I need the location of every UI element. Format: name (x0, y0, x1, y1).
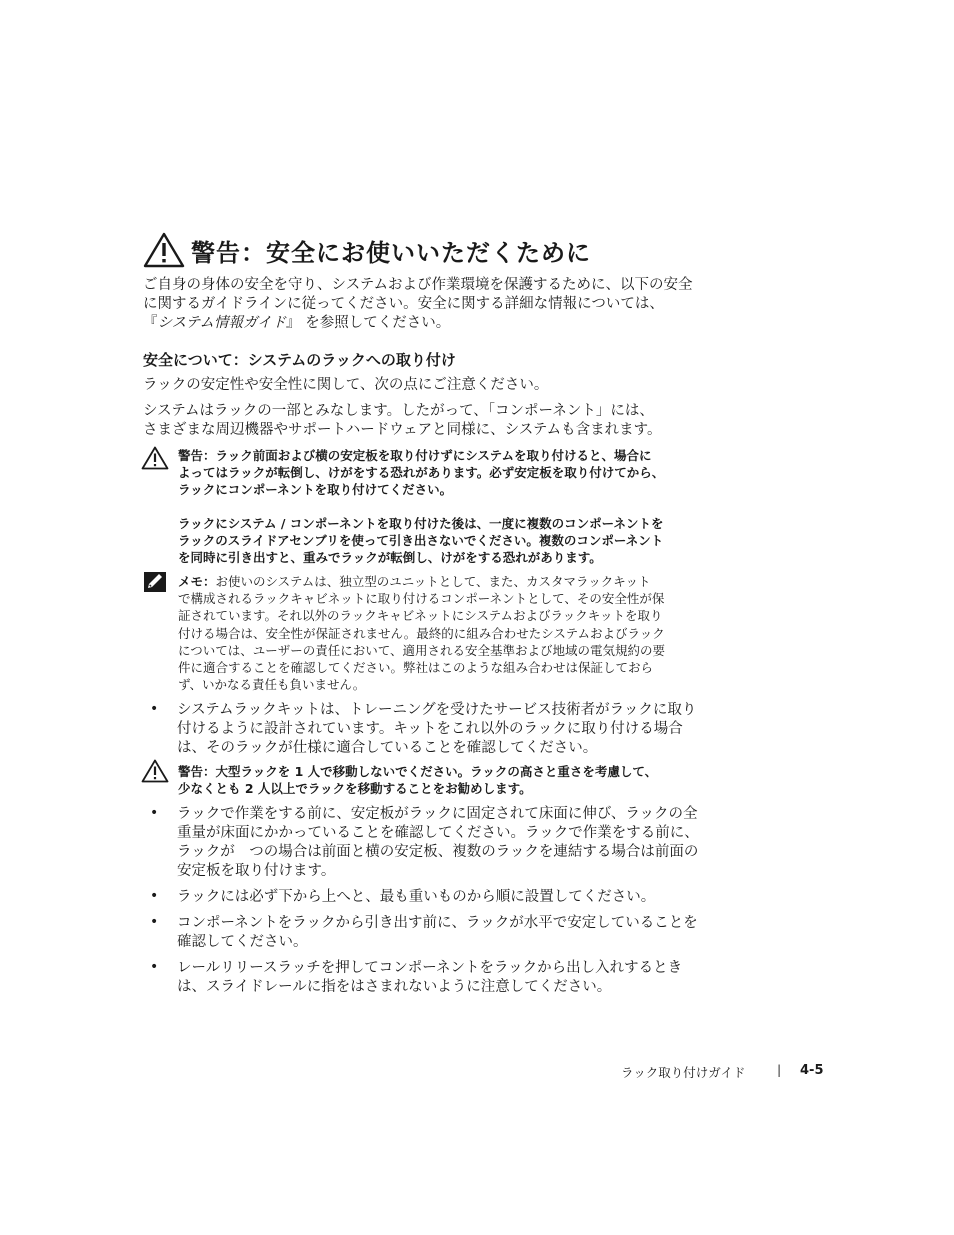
bullet-5-line-2: は、スライドレールに指をはさまれないように注意してください。 (177, 979, 612, 995)
page-title: 警告：安全にお使いいただくために (191, 239, 591, 267)
warning-1b-line-3: を同時に引き出すと、重みでラックが転倒し、けがをする恐れがあります。 (178, 550, 602, 565)
bullet-mark: • (150, 914, 159, 930)
system-info-guide-reference: システム情報ガイド (157, 315, 287, 331)
note-line-3: 証されています。それ以外のラックキャビネットにシステムおよびラックキットを取り (178, 608, 663, 624)
bullet-mark: • (150, 805, 159, 821)
warning-2-line-1 (178, 763, 657, 780)
warning-label: 警告： (178, 764, 216, 779)
bullet-item-5 (177, 959, 682, 997)
warning-1-line-2: よってはラックが転倒し、けがをする恐れがあります。必ず安定板を取り付けてから、 (178, 465, 665, 480)
warning-triangle-icon (141, 446, 169, 470)
note-line-5: については、ユーザーの責任において、適用される安全基準および地域の電気規約の要 (178, 642, 666, 658)
bullet-1-line-3: は、そのラックが仕様に適合していることを確認してください。 (177, 740, 598, 756)
bullet-4-line-1: コンポーネントをラックから引き出す前に、ラックが水平で安定していることを (177, 915, 698, 931)
bullet-mark: • (150, 888, 159, 904)
note-block (178, 573, 665, 693)
warning-block-1-continued (178, 515, 664, 566)
intro-paragraph (143, 276, 693, 333)
para2-line-1: システムはラックの一部とみなします。したがって、「コンポーネント」には、 (143, 403, 654, 419)
bullet-mark: • (150, 701, 159, 717)
note-first-text: お使いのシステムは、独立型のユニットとして、また、カスタマラックキット (215, 574, 651, 589)
warning-triangle-icon (143, 232, 185, 268)
bullet-3-line-1: ラックには必ず下から上へと、最も重いものから順に設置してください。 (177, 889, 656, 905)
intro-ref-rest: を参照してください。 (305, 315, 451, 331)
note-line-7: ず、いかなる責任も負いません。 (178, 677, 366, 693)
bullet-item-4 (177, 914, 698, 952)
note-line-6: 件に適合することを確認してください。弊社はこのような組み合わせは保証しておら (178, 660, 654, 676)
warning-1b-line-1: ラックにシステム / コンポーネントを取り付けた後は、一度に複数のコンポーネントを (178, 516, 664, 531)
section-heading: 安全について：システムのラックへの取り付け (143, 351, 456, 369)
bullet-mark: • (150, 959, 159, 975)
bullet-item-1 (177, 701, 696, 758)
paragraph-stability: ラックの安定性や安全性に関して、次の点にご注意ください。 (143, 377, 549, 393)
para2-line-2: さまざまな周辺機器やサポートハードウェアと同様に、システムも含まれます。 (143, 422, 662, 438)
note-line-4: 付ける場合は、安全性が保証されません。最終的に組み合わせたシステムおよびラック (178, 625, 665, 641)
note-label: メモ： (178, 574, 216, 589)
paragraph-components (143, 402, 662, 440)
page-number: 4-5 (800, 1063, 824, 1078)
intro-line-3 (143, 314, 693, 333)
warning-triangle-icon (141, 759, 169, 783)
warning-label: 警告： (178, 448, 216, 463)
footer-separator: | (777, 1062, 782, 1077)
warning-1-line-3: ラックにコンポーネントを取り付けてください。 (178, 482, 453, 497)
intro-line-1: ご自身の身体の安全を守り、システムおよび作業環境を保護するために、以下の安全 (143, 277, 693, 293)
warning-block-1 (178, 447, 664, 498)
warning-1-text: ラック前面および横の安定板を取り付けずにシステムを取り付けると、場合に (215, 448, 652, 463)
bullet-item-3 (177, 888, 655, 907)
bullet-2-line-1: ラックで作業をする前に、安定板がラックに固定されて床面に伸び、ラックの全 (177, 806, 698, 822)
bullet-1-line-1: システムラックキットは、トレーニングを受けたサービス技術者がラックに取り (177, 702, 697, 718)
pencil-note-icon (144, 572, 166, 592)
bullet-5-line-1: レールリリースラッチを押してコンポーネントをラックから出し入れするとき (177, 960, 683, 976)
bullet-4-line-2: 確認してください。 (177, 934, 308, 950)
footer-title: ラック取り付けガイド (621, 1065, 746, 1080)
note-line-2: で構成されるラックキャビネットに取り付けるコンポーネントとして、その安全性が保 (178, 591, 665, 607)
intro-line-2: に関するガイドラインに従ってください。安全に関する詳細な情報については、 (143, 296, 664, 312)
warning-1-line-1 (178, 447, 664, 464)
bullet-2-line-3: ラックが つの場合は前面と横の安定板、複数のラックを連結する場合は前面の (177, 844, 699, 860)
bullet-2-line-2: 重量が床面にかかっていることを確認してください。ラックで作業をする前に、 (177, 825, 699, 841)
note-line-1 (178, 573, 665, 590)
bracket-close: 』 (286, 315, 301, 331)
warning-2-text: 大型ラックを 1 人で移動しないでください。ラックの高さと重さを考慮して、 (215, 764, 658, 779)
bracket-open: 『 (143, 315, 158, 331)
warning-2-line-2: 少なくとも 2 人以上でラックを移動することをお勧めします。 (178, 781, 532, 796)
warning-1b-line-2: ラックのスライドアセンブリを使って引き出さないでください。複数のコンポーネント (178, 533, 664, 548)
bullet-1-line-2: 付けるように設計されています。キットをこれ以外のラックに取り付ける場合 (177, 721, 683, 737)
bullet-item-2 (177, 805, 699, 881)
bullet-2-line-4: 安定板を取り付けます。 (177, 863, 336, 879)
warning-block-2 (178, 763, 657, 797)
